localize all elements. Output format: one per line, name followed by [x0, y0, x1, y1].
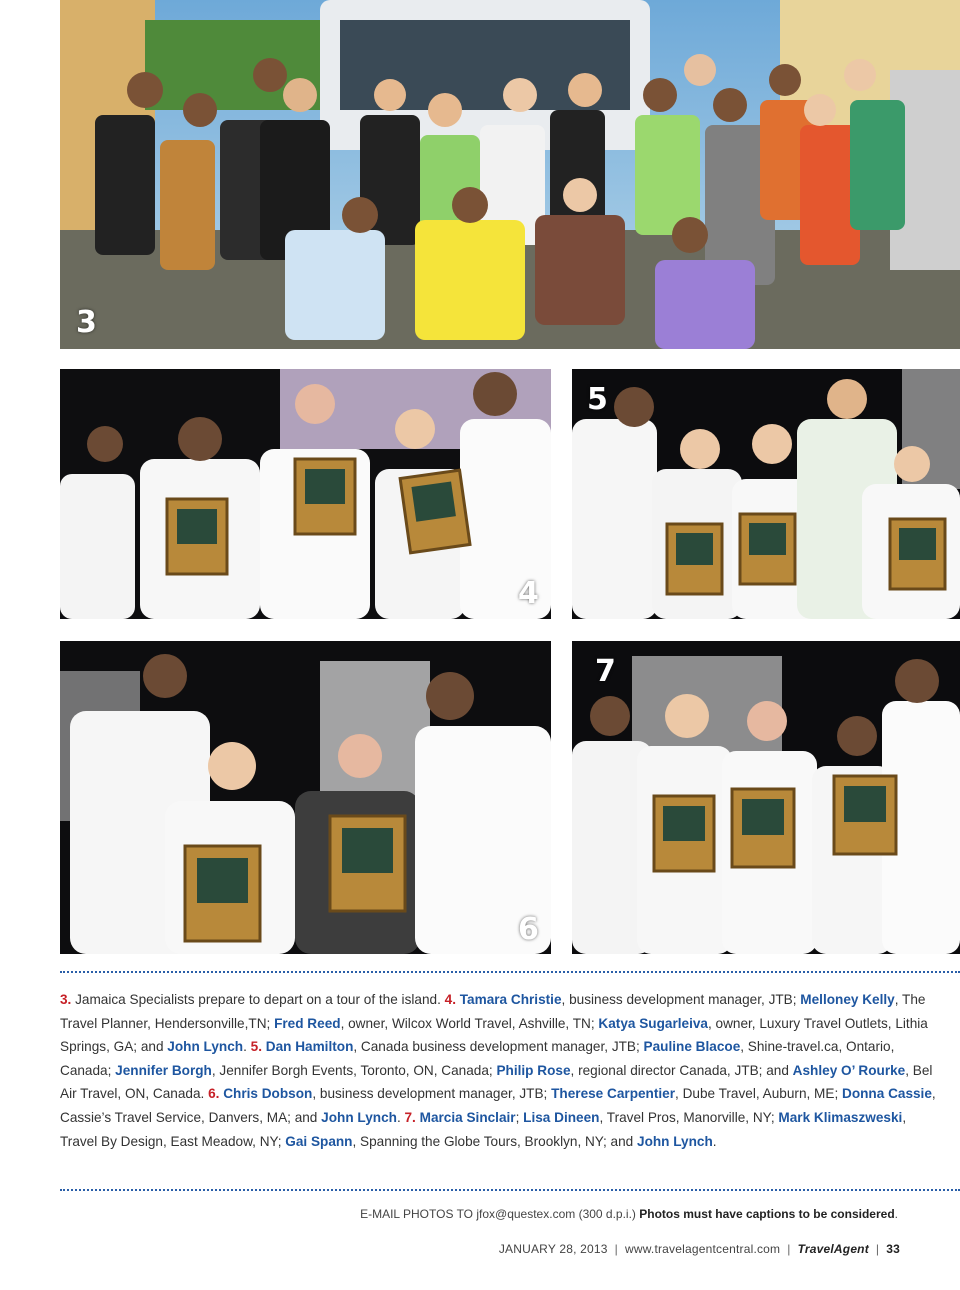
caption-text: , business development manager, JTB;	[561, 992, 801, 1007]
page-footer	[499, 1242, 900, 1256]
caption-person-name: Gai Spann	[285, 1133, 353, 1149]
photo-caption-text	[60, 988, 940, 1153]
photo-number-5: 5	[587, 382, 608, 417]
caption-text: , Bel Air Travel, ON, Canada.	[60, 1062, 933, 1102]
photo-number-6: 6	[518, 912, 539, 947]
caption-text: , The Travel Planner, Hendersonville,TN;	[60, 992, 926, 1031]
footer-separator: |	[614, 1242, 618, 1256]
caption-person-name: Tamara Christie	[459, 992, 562, 1007]
footer-url[interactable]: www.travelagentcentral.com	[624, 1242, 781, 1256]
photo-7-award-presentation	[572, 641, 960, 954]
caption-text: , Jennifer Borgh Events, Toronto, ON, Canada;	[211, 1062, 497, 1078]
caption-person-name: Dan Hamilton	[265, 1039, 354, 1055]
caption-person-name: John Lynch	[321, 1109, 397, 1125]
caption-text: , Travel Pros, Manorville, NY;	[599, 1109, 779, 1125]
footer-separator: |	[875, 1242, 880, 1256]
caption-text: Jamaica Specialists prepare to depart on a tour of the island.	[71, 992, 445, 1007]
caption-person-name: Lisa Dineen	[523, 1109, 600, 1125]
caption-text: , Travel By Design, East Meadow, NY;	[60, 1109, 907, 1149]
photo-5-award-presentation	[572, 369, 960, 619]
caption-text: , Cassie’s Travel Service, Danvers, MA; and	[60, 1086, 936, 1125]
caption-person-name: Fred Reed	[274, 1015, 341, 1031]
photo-4-award-presentation	[60, 369, 551, 619]
photo-3-group-tour	[60, 0, 960, 349]
caption-person-name: Katya Sugarleiva	[598, 1015, 708, 1031]
photo-5-image	[572, 369, 960, 619]
photo-7-image	[572, 641, 960, 954]
photo-number-7: 7	[595, 654, 616, 689]
photo-4-image	[60, 369, 551, 619]
caption-person-name: Marcia Sinclair	[419, 1109, 516, 1125]
photo-submission-note	[360, 1207, 898, 1221]
caption-photo-number: 3.	[60, 992, 72, 1007]
footer-date: JANUARY 28, 2013	[498, 1242, 608, 1256]
caption-photo-number: 5.	[250, 1039, 262, 1055]
submission-requirement: Photos must have captions to be considered	[639, 1207, 895, 1221]
caption-text: .	[396, 1109, 405, 1125]
caption-person-name: Philip Rose	[496, 1062, 571, 1078]
caption-photo-number: 4.	[444, 992, 456, 1007]
caption-text: ;	[515, 1109, 524, 1125]
caption-text: , Shine-travel.ca, Ontario, Canada;	[60, 1039, 895, 1078]
caption-text: , Spanning the Globe Tours, Brooklyn, NY; and	[352, 1133, 638, 1149]
caption-divider-top	[60, 971, 960, 973]
photo-number-3: 3	[76, 305, 97, 340]
caption-person-name: Jennifer Borgh	[115, 1062, 212, 1078]
caption-photo-number: 6.	[208, 1086, 220, 1102]
caption-person-name: Ashley O’ Rourke	[792, 1062, 906, 1078]
photo-3-image	[60, 0, 960, 349]
caption-person-name: Melloney Kelly	[800, 992, 895, 1007]
caption-person-name: John Lynch	[637, 1133, 713, 1149]
footer-separator: |	[787, 1242, 791, 1256]
page-number: 33	[886, 1242, 900, 1256]
caption-text: .	[243, 1039, 251, 1055]
caption-divider-bottom	[60, 1189, 960, 1191]
photo-6-image	[60, 641, 551, 954]
caption-text: , owner, Wilcox World Travel, Ashville, TN;	[340, 1015, 599, 1031]
caption-person-name: John Lynch	[167, 1039, 244, 1055]
photo-6-award-presentation	[60, 641, 551, 954]
caption-person-name: Therese Carpentier	[551, 1086, 676, 1102]
photo-number-4: 4	[518, 576, 539, 611]
submission-period: .	[894, 1207, 898, 1221]
caption-text: , Canada business development manager, JTB;	[353, 1039, 644, 1055]
caption-person-name: Donna Cassie	[842, 1086, 932, 1102]
caption-text: .	[712, 1133, 717, 1149]
caption-text: , business development manager, JTB;	[312, 1086, 552, 1102]
footer-brand: TravelAgent	[797, 1242, 869, 1256]
caption-text: , Dube Travel, Auburn, ME;	[675, 1086, 842, 1102]
caption-photo-number: 7.	[404, 1109, 416, 1125]
caption-text: , owner, Luxury Travel Outlets, Lithia Springs, GA; and	[60, 1015, 928, 1055]
caption-person-name: Pauline Blacoe	[643, 1039, 741, 1055]
caption-person-name: Mark Klimaszweski	[778, 1109, 903, 1125]
submission-email-text: E-MAIL PHOTOS TO jfox@questex.com (300 d.p.i.)	[360, 1207, 640, 1221]
caption-person-name: Chris Dobson	[223, 1086, 313, 1102]
caption-text: , regional director Canada, JTB; and	[570, 1062, 793, 1078]
